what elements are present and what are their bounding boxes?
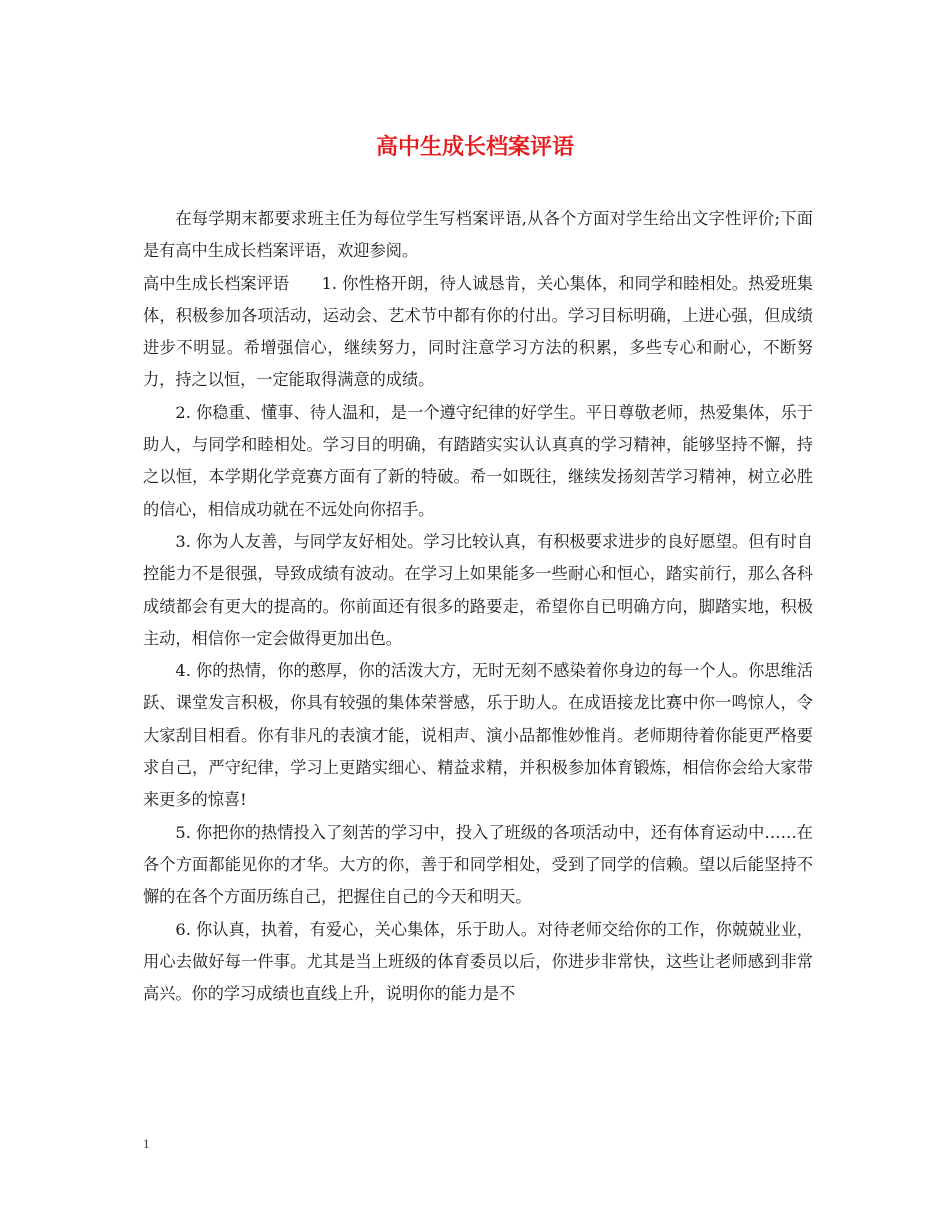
paragraph-comment-3: 3. 你为人友善，与同学友好相处。学习比较认真，有积极要求进步的良好愿望。但有时自控能力不是很强，导致成绩有波动。在学习上如果能多一些耐心和恒心，踏实前行，那么各科成绩都会有更大的提高的。你前面还有很多的路要走，希望你自已明确方向，脚踏实地，积极主动，相信你一定会做得更加出色。	[143, 531, 813, 648]
paragraph-intro: 在每学期末都要求班主任为每位学生写档案评语,从各个方面对学生给出文字性评价;下面是有高中生成长档案评语，欢迎参阅。	[143, 209, 813, 261]
document-title: 高中生成长档案评语	[375, 134, 574, 160]
paragraph-comment-4: 4. 你的热情，你的憨厚，你的活泼大方，无时无刻不感染着你身边的每一个人。你思维活跃、课堂发言积极，你具有较强的集体荣誉感，乐于助人。在成语接龙比赛中你一鸣惊人，令大家刮目相看。你有非凡的表演才能，说相声、演小品都惟妙惟肖。老师期待着你能更严格要求自己，严守纪律，学习上更踏实细心、精益求精，并积极参加体育锻炼，相信你会给大家带来更多的惊喜!	[143, 661, 813, 810]
paragraph-comment-2: 2. 你稳重、懂事、待人温和，是一个遵守纪律的好学生。平日尊敬老师，热爱集体，乐于助人，与同学和睦相处。学习目的明确，有踏踏实实认认真真的学习精神，能够坚持不懈，持之以恒，本学期化学竞赛方面有了新的特破。希一如既往，继续发扬刻苦学习精神，树立必胜的信心，相信成功就在不远处向你招手。	[143, 402, 813, 519]
document-body	[143, 203, 813, 1010]
paragraph-comment-5: 5. 你把你的热情投入了刻苦的学习中，投入了班级的各项活动中，还有体育运动中……在各个方面都能见你的才华。大方的你，善于和同学相处，受到了同学的信赖。望以后能坚持不懈的在各个方面历练自己，把握住自己的今天和明天。	[143, 822, 813, 907]
paragraph-comment-1: 高中生成长档案评语 1. 你性格开朗，待人诚恳肯，关心集体，和同学和睦相处。热爱班集体，积极参加各项活动，运动会、艺术节中都有你的付出。学习目标明确，上进心强，但成绩进步不明显。希增强信心，继续努力，同时注意学习方法的积累，多些专心和耐心，不断努力，持之以恒，一定能取得满意的成绩。	[143, 273, 813, 390]
paragraph-comment-6: 6. 你认真，执着，有爱心，关心集体，乐于助人。对待老师交给你的工作，你兢兢业业，用心去做好每一件事。尤其是当上班级的体育委员以后，你进步非常快，这些让老师感到非常高兴。你的学习成绩也直线上升，说明你的能力是不	[143, 919, 813, 1004]
page-number: 1	[143, 1136, 150, 1151]
